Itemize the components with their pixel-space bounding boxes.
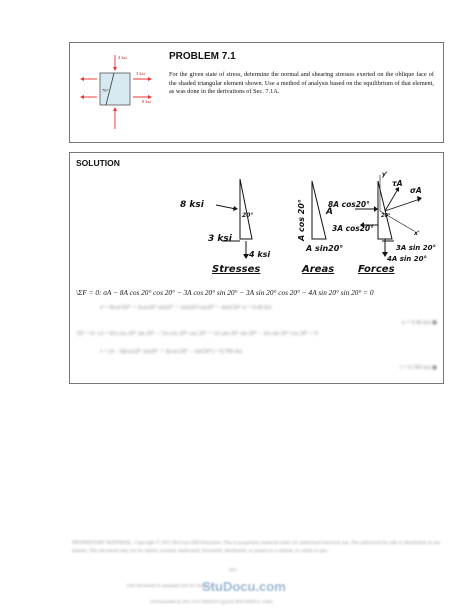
svg-text:σA: σA: [410, 186, 422, 195]
svg-text:x': x': [414, 230, 420, 237]
page-number: 1067: [228, 568, 238, 573]
normal-stress-answer: σ = 9.46 ksi ◼: [401, 320, 437, 326]
svg-text:8 ksi: 8 ksi: [142, 99, 151, 104]
svg-text:20°: 20°: [242, 212, 254, 219]
solution-title: SOLUTION: [76, 158, 120, 168]
problem-title: PROBLEM 7.1: [169, 51, 236, 62]
svg-text:4 ksi: 4 ksi: [249, 250, 271, 259]
forces-sketch: [328, 171, 436, 275]
svg-text:A: A: [326, 207, 333, 217]
svg-text:A sin20°: A sin20°: [306, 244, 344, 253]
availability-note: This document is available free of charge on: [126, 584, 215, 589]
svg-text:20°: 20°: [381, 213, 391, 219]
copyright-notice: PROPRIETARY MATERIAL. Copyright © 2015 McGraw-Hill Education. This is proprietary material solely for authorized instructor use. Not authorized for sale or distribution in any manner. This document may not be copied, scanned, duplicated, forwarded, distributed, or posted on a website, in whole or part.: [72, 541, 441, 554]
studocu-logo[interactable]: StuDocu.com: [202, 579, 286, 594]
svg-text:τA: τA: [392, 179, 403, 188]
shear-stress-derivation: τ = (4 − 8)cos20° sin20° + 3(cos²20° − sin²20°) = 0.785 ksi: [100, 349, 243, 355]
svg-text:4A sin 20°: 4A sin 20°: [387, 255, 427, 263]
svg-text:8 ksi: 8 ksi: [180, 200, 204, 210]
shear-equilibrium-equation: \ΣF = 0: τA + 8A cos 20° sin 20° − 3A cos 20° cos 20° + 3A sin 20° sin 20° − 4A sin 20° cos 20° = 0: [76, 331, 318, 337]
solution-box: [69, 152, 444, 384]
svg-text:8A cos20°: 8A cos20°: [328, 200, 370, 209]
svg-text:A cos 20°: A cos 20°: [297, 199, 306, 241]
download-note: Downloaded by 0017619 0000010 (girish.0001090010 .com): [150, 600, 273, 605]
problem-box: [69, 42, 444, 143]
shear-stress-answer: τ = 0.785 ksi ◼: [399, 365, 437, 371]
svg-text:3 ksi: 3 ksi: [136, 71, 145, 76]
svg-text:3A cos20°: 3A cos20°: [332, 224, 374, 233]
svg-text:70°: 70°: [102, 88, 109, 93]
svg-text:3 ksi: 3 ksi: [208, 234, 232, 244]
svg-text:Areas: Areas: [302, 264, 335, 275]
svg-text:3A sin 20°: 3A sin 20°: [396, 244, 436, 252]
equilibrium-equation: \ΣF = 0: σA − 8A cos 20° cos 20° − 3A cos 20° sin 20° − 3A sin 20° cos 20° − 4A sin 20° sin 20° = 0: [76, 288, 374, 297]
svg-text:Stresses: Stresses: [212, 264, 261, 275]
svg-text:4 ksi: 4 ksi: [118, 55, 127, 60]
svg-text:Forces: Forces: [358, 264, 395, 275]
free-body-sketch: [130, 171, 436, 281]
problem-statement: For the given state of stress, determine the normal and shearing stresses exerted on the oblique face of the shaded triangular element shown. Use a method of analysis based on the equilibrium of that element, as was done in the derivations of Sec. 7.1A.: [169, 71, 434, 96]
stress-element-figure: [80, 51, 160, 135]
normal-stress-derivation: σ = 8cos²20° + 3cos20° sin20° + 3sin20°cos20° + 4sin²20° σ = 9.46 ksi: [100, 305, 272, 311]
svg-text:y': y': [382, 171, 388, 178]
stresses-sketch: [180, 179, 270, 275]
